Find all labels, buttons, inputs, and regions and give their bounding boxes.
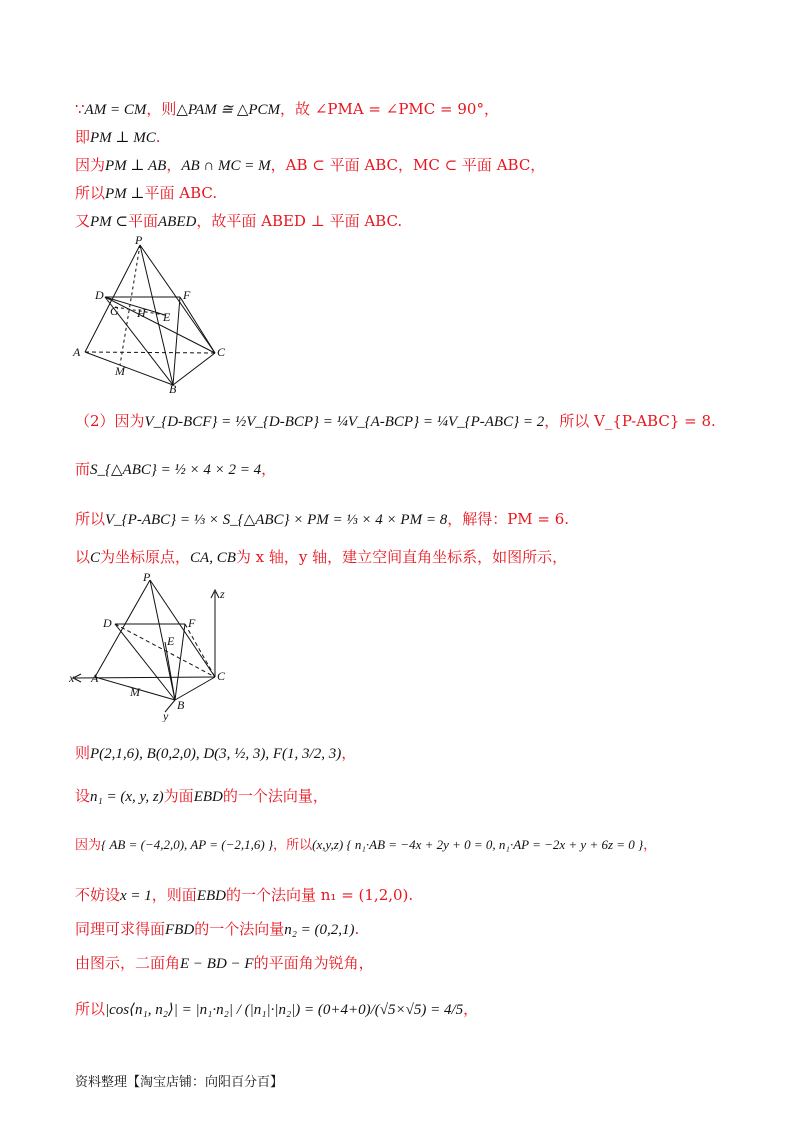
label-b: B xyxy=(169,382,177,395)
text-line-3 xyxy=(75,154,545,177)
red-text: ，则面 xyxy=(151,886,197,904)
label-d: D xyxy=(103,616,112,630)
text-line-16 xyxy=(75,998,478,1021)
red-text: 因为 xyxy=(75,838,102,853)
red-text: 平面 ABC. xyxy=(144,184,218,202)
text-line-7 xyxy=(75,458,276,481)
red-text: 的一个法向量， xyxy=(222,787,328,805)
text-line-8 xyxy=(75,508,569,531)
red-text: 的一个法向量 xyxy=(194,920,285,938)
label-m: M xyxy=(115,364,125,378)
red-text: 同理可求得面 xyxy=(75,920,166,938)
red-text: ，所以 xyxy=(273,838,313,853)
footer-source: 资料整理【淘宝店铺：向阳百分百】 xyxy=(75,1075,284,1090)
label-d: D xyxy=(95,288,104,302)
red-text: ，故平面 ABED ⊥ 平面 ABC. xyxy=(196,212,403,230)
red-text: 即 xyxy=(75,128,91,146)
label-f: F xyxy=(188,616,196,630)
math-text: ABED xyxy=(158,214,197,230)
math-text: (x,y,z) { n₁·AB = −4x + 2y + 0 = 0, n₁·AP = −2x + y + 6z = 0 } xyxy=(312,837,644,852)
label-x: x xyxy=(69,671,75,685)
math-text: PM ⊥ xyxy=(105,186,145,202)
math-text: AB ∩ MC = M xyxy=(181,158,271,174)
math-text: C xyxy=(90,550,101,566)
red-text: 为坐标原点， xyxy=(100,548,191,566)
text-line-4 xyxy=(75,182,217,205)
label-b: B xyxy=(177,698,185,712)
math-text: n₁ = (x, y, z) xyxy=(90,789,164,805)
text-line-11 xyxy=(75,785,328,808)
red-text: 为 x 轴，y 轴，建立空间直角坐标系，如图所示， xyxy=(235,548,568,566)
math-text: V_{D-BCF} = ½V_{D-BCP} = ¼V_{A-BCP} = ¼V_{P-ABC} = 2 xyxy=(144,414,545,430)
math-text: { AB = (−4,2,0), AP = (−2,1,6) } xyxy=(101,837,274,852)
text-line-15 xyxy=(75,952,374,975)
label-h: H xyxy=(137,306,146,320)
red-text: （2）因为 xyxy=(75,412,145,430)
math-text: CA, CB xyxy=(190,550,236,566)
label-c: C xyxy=(217,345,226,359)
pyramid-figure-1 xyxy=(65,235,235,395)
red-text: ，故 ∠PMA = ∠PMC = 90°， xyxy=(280,100,499,118)
label-a: A xyxy=(91,671,99,685)
red-text: . xyxy=(354,920,360,938)
red-text: ， xyxy=(643,838,657,853)
red-text: 又 xyxy=(75,212,91,230)
math-text: FBD xyxy=(165,922,195,938)
red-text: ， xyxy=(341,744,357,762)
math-text: S_{△ABC} = ½ × 4 × 2 = 4 xyxy=(90,462,262,478)
red-text: 以 xyxy=(75,548,91,566)
label-z: z xyxy=(220,587,225,601)
math-text: V_{P-ABC} = ⅓ × S_{△ABC} × PM = ⅓ × 4 × PM = 8 xyxy=(105,512,448,528)
red-text: 的一个法向量 n₁ = (1,2,0). xyxy=(225,886,414,904)
math-text: PM ⊂ xyxy=(90,214,128,230)
red-text: ，则 xyxy=(146,100,177,118)
red-text: 则 xyxy=(75,744,91,762)
math-text: PM ⊥ AB xyxy=(105,158,167,174)
pyramid-figure-2 xyxy=(65,572,235,722)
red-text: 不妨设 xyxy=(75,886,121,904)
label-m: M xyxy=(130,685,140,699)
red-text: 设 xyxy=(75,787,91,805)
red-text: ∵ xyxy=(75,100,85,118)
label-c: C xyxy=(217,669,226,683)
red-text: ， xyxy=(166,156,182,174)
math-text: △PAM ≅ △PCM xyxy=(176,102,281,118)
text-line-14 xyxy=(75,918,359,941)
math-text: E − BD − F xyxy=(180,956,254,972)
math-text: |cos⟨n₁, n₂⟩| = |n₁·n₂| / (|n₁|·|n₂|) = (0+4+0)/(√5×√5) = 4/5 xyxy=(105,1002,464,1018)
red-text: 所以 xyxy=(75,1000,106,1018)
text-line-10 xyxy=(75,742,356,765)
red-text: ，AB ⊂ 平面 ABC，MC ⊂ 平面 ABC， xyxy=(270,156,546,174)
red-text: ， xyxy=(261,460,277,478)
label-p: P xyxy=(143,572,151,584)
red-text: 由图示，二面角 xyxy=(75,954,181,972)
red-text: ， xyxy=(463,1000,479,1018)
math-text: PM ⊥ MC xyxy=(90,130,156,146)
text-line-12 xyxy=(75,834,656,857)
label-f: F xyxy=(183,288,191,302)
math-text: P(2,1,6), B(0,2,0), D(3, ½, 3), F(1, 3/2, 3) xyxy=(90,746,342,762)
text-line-13 xyxy=(75,884,413,907)
math-text: EBD xyxy=(196,888,226,904)
label-g: G xyxy=(110,304,119,318)
label-e: E xyxy=(167,634,175,648)
text-line-9 xyxy=(75,546,567,569)
red-text: ，解得：PM = 6. xyxy=(447,510,570,528)
red-text: 的平面角为锐角， xyxy=(253,954,374,972)
red-text: . xyxy=(155,128,161,146)
math-text: EBD xyxy=(193,789,223,805)
label-y: y xyxy=(163,709,169,722)
text-line-5 xyxy=(75,210,402,233)
label-e: E xyxy=(163,310,171,324)
red-text: 为面 xyxy=(163,787,194,805)
math-text: AM = CM xyxy=(84,102,147,118)
text-line-2 xyxy=(75,126,161,149)
label-a: A xyxy=(73,345,81,359)
red-text: 所以 xyxy=(75,184,106,202)
label-p: P xyxy=(135,235,143,247)
text-line-1 xyxy=(75,98,499,121)
red-text: 而 xyxy=(75,460,91,478)
math-text: n₂ = (0,2,1) xyxy=(284,922,355,938)
red-text: 所以 xyxy=(75,510,106,528)
red-text: ，所以 V_{P-ABC} = 8. xyxy=(544,412,716,430)
red-text: 因为 xyxy=(75,156,106,174)
math-text: x = 1 xyxy=(120,888,152,904)
text-line-6 xyxy=(75,410,716,433)
red-text: 平面 xyxy=(128,212,159,230)
